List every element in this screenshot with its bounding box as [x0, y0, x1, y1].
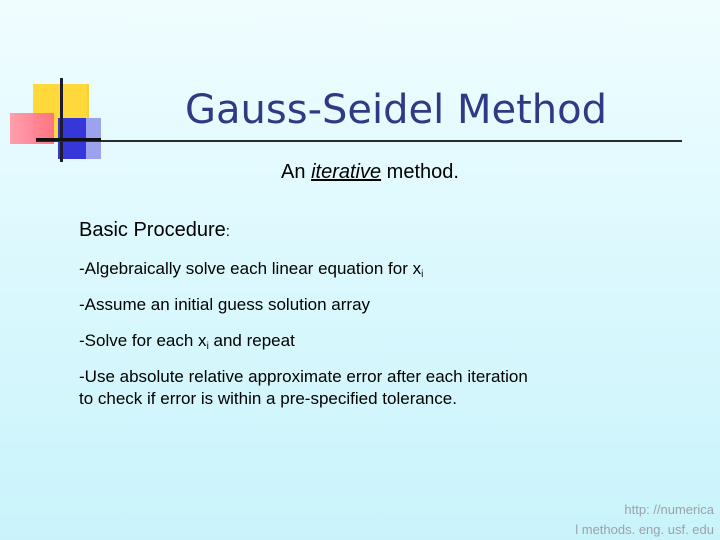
step-1-subscript: i [421, 269, 424, 280]
step-3-text-after: and repeat [208, 331, 295, 350]
slide-subtitle [180, 158, 560, 186]
step-3-text-before: -Solve for each x [79, 331, 207, 350]
source-url-line-2: l methods. eng. usf. edu [575, 522, 714, 537]
procedure-content [79, 216, 679, 410]
source-url-line-1: http: //numerica [624, 502, 714, 517]
step-1-text: -Algebraically solve each linear equation for x [79, 259, 422, 278]
step-4-line-1: -Use absolute relative approximate error after each iteration [79, 367, 528, 386]
step-3-subscript: i [206, 341, 209, 352]
procedure-step-2 [79, 294, 679, 316]
title-underline-rule [36, 140, 682, 142]
decorative-rule-accent [36, 138, 101, 141]
procedure-step-4 [79, 366, 679, 410]
source-url [554, 500, 714, 540]
slide-title: Gauss-Seidel Method [185, 87, 607, 133]
procedure-heading [79, 216, 679, 246]
subtitle-suffix: method. [381, 161, 459, 183]
subtitle-emphasis: iterative [311, 161, 382, 183]
procedure-step-1 [79, 258, 679, 280]
procedure-step-3 [79, 330, 679, 352]
procedure-heading-text: Basic Procedure [79, 219, 226, 241]
step-4-line-2: to check if error is within a pre-specified tolerance. [79, 389, 457, 408]
step-2-text: -Assume an initial guess solution array [79, 295, 371, 314]
procedure-heading-colon: : [225, 223, 230, 240]
decorative-vertical-line [60, 78, 63, 162]
subtitle-prefix: An [281, 161, 312, 183]
